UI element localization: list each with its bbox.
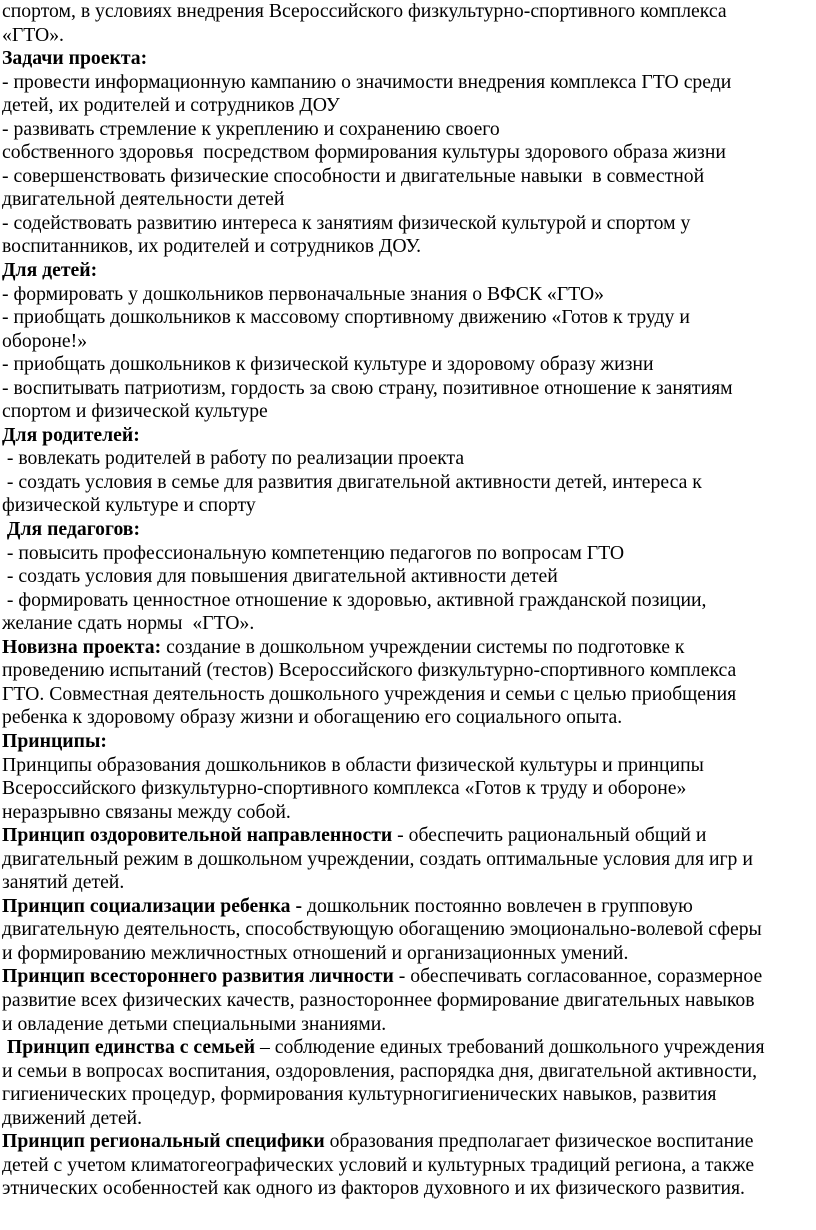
body-text: ГТО. Совместная деятельность дошкольного учреждения и семьи с целью приобщения [2, 682, 737, 705]
text-line [2, 118, 810, 142]
body-text: двигательный режим в дошкольном учреждении, создать оптимальные условия для игр и [2, 847, 753, 870]
body-text: проведению испытаний (тестов) Всероссийского физкультурно-спортивного комплекса [2, 659, 737, 682]
text-line [2, 848, 810, 872]
body-text: - повысить профессиональную компетенцию педагогов по вопросам ГТО [2, 541, 625, 564]
body-text: физической культуре и спорту [2, 494, 256, 517]
body-text: и овладение детьми специальными знаниями. [2, 1012, 387, 1035]
text-line [2, 377, 810, 401]
text-line [2, 1154, 810, 1178]
text-line [2, 1036, 810, 1060]
text-line [2, 1107, 810, 1131]
text-line [2, 824, 810, 848]
body-text: - развивать стремление к укреплению и сохранению своего [2, 117, 500, 140]
text-line [2, 636, 810, 660]
text-line [2, 141, 810, 165]
body-text: - провести информационную кампанию о значимости внедрения комплекса ГТО среди [2, 70, 732, 93]
text-line [2, 353, 810, 377]
body-text: спортом и физической культуре [2, 400, 268, 423]
body-text: - обеспечить рациональный общий и [392, 824, 707, 847]
body-text: - воспитывать патриотизм, гордость за свою страну, позитивное отношение к занятиям [2, 376, 733, 399]
body-text: Принципы образования дошкольников в области физической культуры и принципы [2, 753, 704, 776]
bold-heading-text: Принцип региональный специфики [2, 1130, 325, 1153]
body-text: - создать условия для повышения двигательной активности детей [2, 565, 558, 588]
bold-heading-text: Принцип единства с семьей [2, 1036, 256, 1059]
text-line [2, 612, 810, 636]
text-line [2, 0, 810, 24]
body-text: обороне!» [2, 329, 88, 352]
body-text: Всероссийского физкультурно-спортивного комплекса «Готов к труду и обороне» [2, 777, 687, 800]
text-line [2, 730, 810, 754]
body-text: - формировать ценностное отношение к здоровью, активной гражданской позиции, [2, 588, 707, 611]
bold-heading-text: Принцип социализации ребенка - [2, 894, 303, 917]
text-line [2, 259, 810, 283]
bold-heading-text: Новизна проекта: [2, 635, 162, 658]
body-text: – соблюдение единых требований дошкольного учреждения [255, 1036, 765, 1059]
text-line [2, 659, 810, 683]
text-line [2, 683, 810, 707]
body-text: дошкольник постоянно вовлечен в групповую [302, 894, 693, 917]
text-line [2, 801, 810, 825]
bold-heading-text: Для детей: [2, 259, 98, 282]
text-line [2, 1083, 810, 1107]
text-line [2, 330, 810, 354]
text-line [2, 235, 810, 259]
text-line [2, 1060, 810, 1084]
body-text: развитие всех физических качеств, разностороннее формирование двигательных навыков [2, 988, 755, 1011]
text-line [2, 212, 810, 236]
text-line [2, 777, 810, 801]
bold-heading-text: Для педагогов: [2, 518, 140, 541]
bold-heading-text: Для родителей: [2, 423, 140, 446]
text-line [2, 706, 810, 730]
body-text: двигательной деятельности детей [2, 188, 285, 211]
body-text: ребенка к здоровому образу жизни и обогащению его социального опыта. [2, 706, 623, 729]
body-text: - обеспечивать согласованное, соразмерное [393, 965, 763, 988]
body-text: двигательную деятельность, способствующую обогащению эмоционально-волевой сферы [2, 918, 762, 941]
text-line [2, 1013, 810, 1037]
body-text: - совершенствовать физические способности и двигательные навыки в совместной [2, 164, 705, 187]
text-line [2, 188, 810, 212]
body-text: и семьи в вопросах воспитания, оздоровления, распорядка дня, двигательной активности, [2, 1059, 758, 1082]
body-text: «ГТО». [2, 23, 64, 46]
body-text: - формировать у дошкольников первоначальные знания о ВФСК «ГТО» [2, 282, 604, 305]
text-line [2, 400, 810, 424]
text-line [2, 283, 810, 307]
body-text: собственного здоровья посредством формирования культуры здорового образа жизни [2, 141, 726, 164]
text-line [2, 94, 810, 118]
body-text: детей с учетом климатогеографических условий и культурных традиций региона, а также [2, 1153, 755, 1176]
bold-heading-text: Принцип всестороннего развития личности [2, 965, 394, 988]
body-text: - создать условия в семье для развития двигательной активности детей, интереса к [2, 470, 702, 493]
body-text: детей, их родителей и сотрудников ДОУ [2, 94, 340, 117]
body-text: воспитанников, их родителей и сотрудников ДОУ. [2, 235, 422, 258]
body-text: - вовлекать родителей в работу по реализации проекта [2, 447, 465, 470]
text-line [2, 1177, 810, 1201]
body-text: этнических особенностей как одного из факторов духовного и их физического развития. [2, 1177, 745, 1200]
text-line [2, 494, 810, 518]
text-line [2, 1130, 810, 1154]
text-line [2, 895, 810, 919]
body-text: спортом, в условиях внедрения Всероссийского физкультурно-спортивного комплекса [2, 0, 727, 22]
text-line [2, 447, 810, 471]
bold-heading-text: Принципы: [2, 729, 107, 752]
text-line [2, 24, 810, 48]
text-line [2, 989, 810, 1013]
text-line [2, 542, 810, 566]
text-line [2, 918, 810, 942]
body-text: желание сдать нормы «ГТО». [2, 612, 255, 635]
body-text: и формированию межличностных отношений и организационных умений. [2, 941, 629, 964]
text-line [2, 565, 810, 589]
bold-heading-text: Принцип оздоровительной направленности [2, 824, 393, 847]
text-line [2, 471, 810, 495]
text-line [2, 306, 810, 330]
body-text: создание в дошкольном учреждении системы по подготовке к [161, 635, 685, 658]
body-text: - приобщать дошкольников к физической культуре и здоровому образу жизни [2, 353, 654, 376]
text-line [2, 518, 810, 542]
body-text: образования предполагает физическое воспитание [324, 1130, 754, 1153]
text-line [2, 942, 810, 966]
bold-heading-text: Задачи проекта: [2, 47, 148, 70]
body-text: - приобщать дошкольников к массовому спортивному движению «Готов к труду и [2, 306, 690, 329]
body-text: неразрывно связаны между собой. [2, 800, 291, 823]
text-line [2, 589, 810, 613]
text-line [2, 754, 810, 778]
text-line [2, 871, 810, 895]
text-line [2, 965, 810, 989]
text-line [2, 424, 810, 448]
text-line [2, 165, 810, 189]
text-line [2, 47, 810, 71]
text-line [2, 71, 810, 95]
body-text: занятий детей. [2, 871, 125, 894]
body-text: - содействовать развитию интереса к занятиям физической культурой и спортом у [2, 211, 691, 234]
body-text: движений детей. [2, 1106, 143, 1129]
body-text: гигиенических процедур, формирования культурногигиенических навыков, развития [2, 1083, 717, 1106]
